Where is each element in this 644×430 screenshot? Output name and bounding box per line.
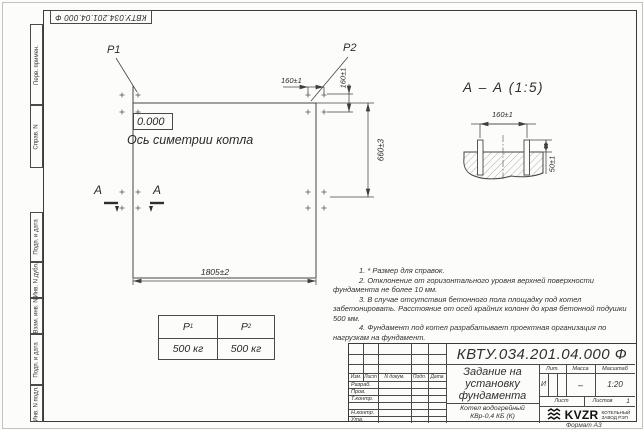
plan-anchor-bolts — [120, 93, 327, 211]
tb-doc-title: Задание на установку фундамента — [458, 365, 527, 402]
note-4: 4. Фундамент под котел разрабатывает проектная организация по нагрузкам на фундамент. — [333, 323, 607, 342]
tb-row-tkontr: Т.контр. — [351, 395, 374, 402]
load-table-value-p1: 500 кг — [172, 343, 204, 355]
stamp-inv-podl: Инв. N подл. — [30, 385, 43, 422]
tb-row-utv: Утв. — [351, 416, 364, 423]
plan-dim-span: 1805±2 — [200, 267, 230, 277]
tb-row-razrab: Разраб. — [351, 381, 371, 388]
tb-sheets-value: 1 — [626, 397, 630, 405]
company-logo-text: KVZR — [564, 407, 599, 422]
company-name: КОТЕЛЬНЫЙ ЗАВОД РЭП — [601, 409, 631, 420]
load-table — [158, 315, 275, 360]
tb-mass-value: – — [577, 379, 583, 390]
tb-col-data: Дата — [430, 374, 444, 380]
tb-product-name: Котел водогрейный КВр-0,4 КБ (К) — [460, 405, 525, 420]
tb-col-list: Лист — [364, 374, 377, 380]
section-dim-bolt-pitch: 160±1 — [492, 110, 513, 119]
section-title: А – А (1:5) — [463, 80, 545, 95]
note-1: 1. * Размер для справок. — [359, 266, 445, 275]
load-table-header-p2: P 2 — [240, 321, 252, 333]
tb-lit-label: Лит. — [546, 365, 559, 372]
top-designation-text: КВТУ.034.201.04.000 Ф — [55, 12, 147, 22]
plan-load-point-p1: P1 — [107, 44, 121, 56]
tb-sheets-label: Листов — [592, 398, 613, 404]
section-concrete-block — [464, 135, 543, 179]
stamp-podp-data-2: Подп. и дата — [30, 334, 43, 385]
tb-scale-label: Масштаб — [602, 365, 628, 372]
plan-dim-bolt-pitch-x: 160±1 — [281, 76, 302, 85]
tb-scale-value: 1:20 — [607, 380, 623, 389]
tb-col-doc: N докум. — [384, 374, 405, 380]
load-table-header-p1: P 1 — [182, 321, 194, 333]
plan-elevation-mark: 0.000 — [133, 113, 173, 130]
kvzr-logo-icon — [547, 408, 562, 421]
section-mark-letter-left: А — [94, 183, 103, 197]
tb-mass-label: Масса — [572, 365, 589, 372]
stamp-inv-dubl: Инв. N дубл. — [30, 262, 43, 298]
stamp-podp-data-1: Подп. и дата — [30, 212, 43, 262]
title-block — [348, 343, 637, 422]
tb-company-cell — [539, 406, 638, 423]
stamp-vzam-inv: Взам. инв. N — [30, 298, 43, 334]
stamp-perv-primen: Перв. примен. — [30, 24, 43, 105]
tb-designation: КВТУ.034.201.04.000 Ф — [456, 345, 628, 363]
tb-row-nkontr: Н.контр. — [351, 409, 375, 416]
notes-block — [333, 266, 633, 342]
load-table-value-p2: 500 кг — [230, 343, 262, 355]
tb-col-podp: Подп. — [412, 374, 427, 380]
plan-axis-caption: Ось симетрии котла — [127, 133, 254, 147]
note-3: 3. В случае отсутствия бетонного пола площадку под котел забетонировать. Расстояние от осей крайних колонн до края бетонной подушки 500 мм. — [333, 294, 627, 323]
note-2: 2. Отклонение от горизонтального уровня верхней поверхности фундамента не более 10 мм. — [333, 275, 594, 294]
tb-row-prov: Пров. — [351, 388, 366, 395]
plan-load-point-p2: P2 — [343, 42, 357, 54]
format-note: Формат А3 — [566, 422, 602, 429]
plan-leader-lines — [116, 57, 348, 101]
drawing-sheet: КВТУ.034.201.04.000 Ф Перв. примен. Справ. N Подп. и дата Инв. N дубл. Взам. инв. N Подп. и дата Инв. N подл. P1 P2 0.000 Ось симетрии котла А А 1805±2 660±3 160±1 160±1 А – А (1:5) 160±1 50±1 1. * Размер для справок. 2. Отклонение от горизонтального уровня верхней поверхности фундамента не более 10 мм. 3. В случае отсутствия бетонного пола площадку под котел забетонировать. Расстояние от осей крайних колонн до края бетонной подушки 500 мм. 4. Фундамент под котел разрабатывает проектная организация по нагрузкам на фундамент. P 1 P 2 500 кг 500 кг Изм. Лист N докум. Подп. Дата Разраб. Пров. Т.контр. Н.контр. Утв. КВТУ.034.201.04.000 Ф Задание на установку фундамента Котел водогрейный КВр-0,4 КБ (К) Лит. Масса Масштаб И – 1:20 Лист Листов 1 KVZR КОТЕЛЬНЫЙ ЗАВОД РЭП Формат А3 — [0, 0, 644, 430]
section-mark-letter-right: А — [153, 183, 162, 197]
stamp-sprav-n: Справ. N — [30, 105, 43, 168]
tb-lit-value: И — [540, 381, 546, 388]
tb-sheet-label: Лист — [554, 398, 569, 404]
plan-section-cut-marks — [104, 203, 164, 212]
tb-col-izm: Изм. — [350, 374, 362, 380]
